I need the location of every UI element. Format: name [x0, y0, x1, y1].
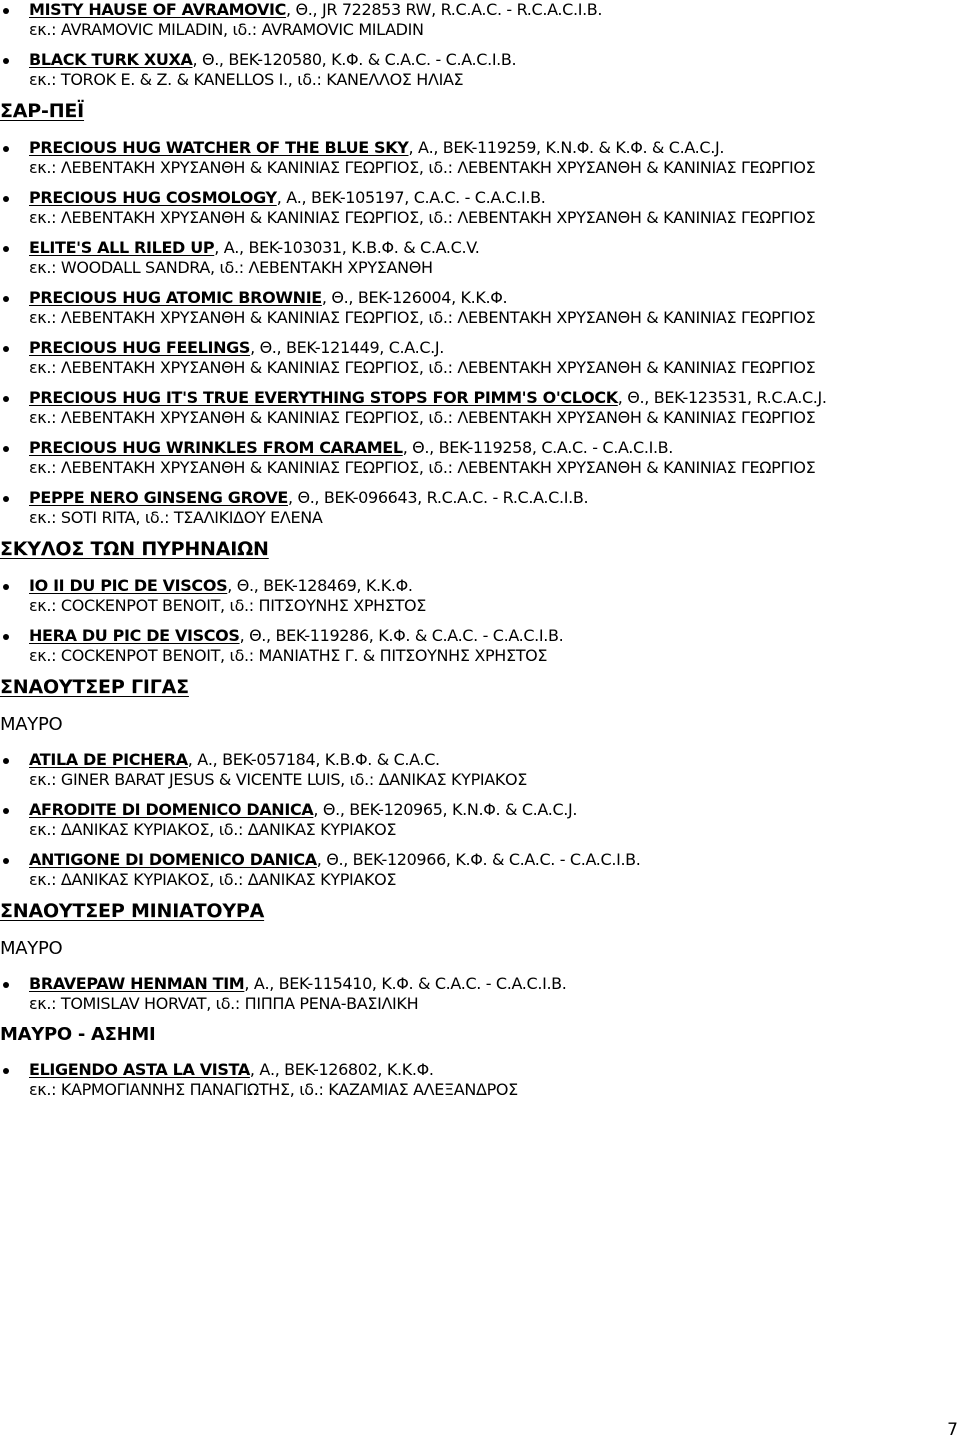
list-item: [0, 800, 960, 840]
dog-name: ELIGENDO ASTA LA VISTA: [29, 1060, 250, 1079]
list-item: [0, 288, 960, 328]
entry-owner-line: εκ.: GINER BARAT JESUS & VICENTE LUIS, ιδ.: ΔΑΝΙΚΑΣ ΚΥΡΙΑΚΟΣ: [29, 770, 528, 789]
list-item: [0, 850, 960, 890]
entry-title-line: [29, 626, 960, 646]
color-subheading: ΜΑΥΡΟ: [0, 938, 63, 959]
breed-heading: ΣΝΑΟΥΤΣΕΡ ΜΙΝΙΑΤΟΥΡΑ: [0, 900, 265, 922]
entry-owner-line: εκ.: ΛΕΒΕΝΤΑΚΗ ΧΡΥΣΑΝΘΗ & ΚΑΝΙΝΙΑΣ ΓΕΩΡΓΙΟΣ, ιδ.: ΛΕΒΕΝΤΑΚΗ ΧΡΥΣΑΝΘΗ & ΚΑΝΙΝΙΑΣ ΓΕΩΡΓΙΟΣ: [29, 308, 816, 327]
entry-title-line: [29, 238, 960, 258]
entry-owner-line: εκ.: WOODALL SANDRA, ιδ.: ΛΕΒΕΝΤΑΚΗ ΧΡΥΣΑΝΘΗ: [29, 258, 433, 277]
list-item: [0, 338, 960, 378]
color-subheading: ΜΑΥΡΟ - ΑΣΗΜΙ: [0, 1024, 156, 1045]
entry-details: , Θ., BEK-120965, Κ.Ν.Φ. & C.A.C.J.: [313, 800, 578, 819]
entry-owner-line: εκ.: ΛΕΒΕΝΤΑΚΗ ΧΡΥΣΑΝΘΗ & ΚΑΝΙΝΙΑΣ ΓΕΩΡΓΙΟΣ, ιδ.: ΛΕΒΕΝΤΑΚΗ ΧΡΥΣΑΝΘΗ & ΚΑΝΙΝΙΑΣ ΓΕΩΡΓΙΟΣ: [29, 208, 816, 227]
entry-title-line: [29, 188, 960, 208]
bullet-icon: [3, 196, 9, 202]
bullet-icon: [3, 8, 9, 14]
entry-owner-line: εκ.: ΔΑΝΙΚΑΣ ΚΥΡΙΑΚΟΣ, ιδ.: ΔΑΝΙΚΑΣ ΚΥΡΙΑΚΟΣ: [29, 820, 397, 839]
bullet-icon: [3, 808, 9, 814]
entry-details: , Α., BEK-103031, Κ.Β.Φ. & C.A.C.V.: [214, 238, 480, 257]
entry-details: , Θ., BEK-119258, C.A.C. - C.A.C.I.B.: [402, 438, 674, 457]
list-item: [0, 138, 960, 178]
bullet-icon: [3, 296, 9, 302]
bullet-icon: [3, 1068, 9, 1074]
entry-details: , Θ., BEK-119286, Κ.Φ. & C.A.C. - C.A.C.I.B.: [239, 626, 564, 645]
entry-title-line: [29, 0, 960, 20]
list-item: [0, 974, 960, 1014]
bullet-icon: [3, 58, 9, 64]
dog-name: PRECIOUS HUG IT'S TRUE EVERYTHING STOPS FOR PIMM'S O'CLOCK: [29, 388, 618, 407]
dog-name: PRECIOUS HUG ATOMIC BROWNIE: [29, 288, 322, 307]
list-item: [0, 488, 960, 528]
entry-title-line: [29, 850, 960, 870]
list-item: [0, 238, 960, 278]
entry-title-line: [29, 800, 960, 820]
dog-name: BLACK TURK XUXA: [29, 50, 193, 69]
entry-details: , Θ., BEK-121449, C.A.C.J.: [250, 338, 445, 357]
entry-title-line: [29, 488, 960, 508]
entry-title-line: [29, 338, 960, 358]
entry-owner-line: εκ.: COCKENPOT BENOIT, ιδ.: ΠΙΤΣΟΥΝΗΣ ΧΡΗΣΤΟΣ: [29, 596, 427, 615]
entry-title-line: [29, 288, 960, 308]
list-item: [0, 50, 960, 90]
list-item: [0, 626, 960, 666]
bullet-icon: [3, 446, 9, 452]
page-number: 7: [947, 1420, 958, 1440]
list-item: [0, 0, 960, 40]
entry-owner-line: εκ.: ΔΑΝΙΚΑΣ ΚΥΡΙΑΚΟΣ, ιδ.: ΔΑΝΙΚΑΣ ΚΥΡΙΑΚΟΣ: [29, 870, 397, 889]
entry-details: , Θ., BEK-096643, R.C.A.C. - R.C.A.C.I.B.: [287, 488, 589, 507]
entry-title-line: [29, 438, 960, 458]
dog-name: PEPPE NERO GINSENG GROVE: [29, 488, 288, 507]
dog-name: BRAVEPAW HENMAN TIM: [29, 974, 245, 993]
entry-owner-line: εκ.: ΚΑΡΜΟΓΙΑΝΝΗΣ ΠΑΝΑΓΙΩΤΗΣ, ιδ.: ΚΑΖΑΜΙΑΣ ΑΛΕΞΑΝΔΡΟΣ: [29, 1080, 518, 1099]
entry-owner-line: εκ.: ΛΕΒΕΝΤΑΚΗ ΧΡΥΣΑΝΘΗ & ΚΑΝΙΝΙΑΣ ΓΕΩΡΓΙΟΣ, ιδ.: ΛΕΒΕΝΤΑΚΗ ΧΡΥΣΑΝΘΗ & ΚΑΝΙΝΙΑΣ ΓΕΩΡΓΙΟΣ: [29, 358, 816, 377]
entry-details: , Α., BEK-126802, Κ.Κ.Φ.: [249, 1060, 434, 1079]
entry-details: , Θ., BEK-126004, Κ.Κ.Φ.: [321, 288, 508, 307]
entry-owner-line: εκ.: ΛΕΒΕΝΤΑΚΗ ΧΡΥΣΑΝΘΗ & ΚΑΝΙΝΙΑΣ ΓΕΩΡΓΙΟΣ, ιδ.: ΛΕΒΕΝΤΑΚΗ ΧΡΥΣΑΝΘΗ & ΚΑΝΙΝΙΑΣ ΓΕΩΡΓΙΟΣ: [29, 158, 816, 177]
bullet-icon: [3, 396, 9, 402]
bullet-icon: [3, 584, 9, 590]
entry-details: , Α., BEK-119259, Κ.Ν.Φ. & Κ.Φ. & C.A.C.J.: [408, 138, 725, 157]
list-item: [0, 750, 960, 790]
dog-name: ANTIGONE DI DOMENICO DANICA: [29, 850, 317, 869]
bullet-icon: [3, 758, 9, 764]
entry-owner-line: εκ.: SOTI RITA, ιδ.: ΤΣΑΛΙΚΙΔΟΥ ΕΛΕΝΑ: [29, 508, 323, 527]
color-subheading: ΜΑΥΡΟ: [0, 714, 63, 735]
dog-name: AFRODITE DI DOMENICO DANICA: [29, 800, 314, 819]
bullet-icon: [3, 246, 9, 252]
list-item: [0, 1060, 960, 1100]
entry-details: , Α., BEK-057184, Κ.Β.Φ. & C.A.C.: [187, 750, 440, 769]
dog-name: HERA DU PIC DE VISCOS: [29, 626, 240, 645]
dog-name: MISTY HAUSE OF AVRAMOVIC: [29, 0, 287, 19]
entry-title-line: [29, 576, 960, 596]
list-item: [0, 388, 960, 428]
bullet-icon: [3, 146, 9, 152]
entry-title-line: [29, 388, 954, 408]
entry-details: , Θ., BEK-123531, R.C.A.C.J.: [617, 388, 827, 407]
entry-owner-line: εκ.: COCKENPOT BENOIT, ιδ.: ΜΑΝΙΑΤΗΣ Γ. & ΠΙΤΣΟΥΝΗΣ ΧΡΗΣΤΟΣ: [29, 646, 548, 665]
entry-title-line: [29, 750, 960, 770]
dog-name: ATILA DE PICHERA: [29, 750, 188, 769]
breed-heading: ΣΝΑΟΥΤΣΕΡ ΓΙΓΑΣ: [0, 676, 189, 698]
entry-owner-line: εκ.: TOROK E. & Z. & KANELLOS I., ιδ.: ΚΑΝΕΛΛΟΣ ΗΛΙΑΣ: [29, 70, 464, 89]
entry-title-line: [29, 1060, 960, 1080]
entry-details: , Θ., BEK-120966, Κ.Φ. & C.A.C. - C.A.C.I.B.: [316, 850, 641, 869]
dog-name: PRECIOUS HUG COSMOLOGY: [29, 188, 277, 207]
dog-name: ELITE'S ALL RILED UP: [29, 238, 215, 257]
entry-owner-line: εκ.: ΛΕΒΕΝΤΑΚΗ ΧΡΥΣΑΝΘΗ & ΚΑΝΙΝΙΑΣ ΓΕΩΡΓΙΟΣ, ιδ.: ΛΕΒΕΝΤΑΚΗ ΧΡΥΣΑΝΘΗ & ΚΑΝΙΝΙΑΣ ΓΕΩΡΓΙΟΣ: [29, 408, 816, 427]
bullet-icon: [3, 858, 9, 864]
entry-owner-line: εκ.: TOMISLAV HORVAT, ιδ.: ΠΙΠΠΑ ΡΕΝΑ-ΒΑΣΙΛΙΚΗ: [29, 994, 419, 1013]
breed-heading: ΣΚΥΛΟΣ ΤΩΝ ΠΥΡΗΝΑΙΩΝ: [0, 538, 269, 560]
entry-details: , Α., BEK-115410, Κ.Φ. & C.A.C. - C.A.C.I.B.: [244, 974, 567, 993]
entry-details: , Θ., BEK-120580, Κ.Φ. & C.A.C. - C.A.C.I.B.: [192, 50, 517, 69]
list-item: [0, 576, 960, 616]
entry-details: , Θ., JR 722853 RW, R.C.A.C. - R.C.A.C.I.B.: [286, 0, 603, 19]
dog-name: PRECIOUS HUG WATCHER OF THE BLUE SKY: [29, 138, 409, 157]
bullet-icon: [3, 982, 9, 988]
entry-title-line: [29, 974, 960, 994]
bullet-icon: [3, 346, 9, 352]
list-item: [0, 438, 960, 478]
bullet-icon: [3, 634, 9, 640]
dog-name: IO II DU PIC DE VISCOS: [29, 576, 228, 595]
entry-title-line: [29, 138, 960, 158]
list-item: [0, 188, 960, 228]
dog-name: PRECIOUS HUG WRINKLES FROM CARAMEL: [29, 438, 403, 457]
entry-details: , Θ., BEK-128469, Κ.Κ.Φ.: [227, 576, 413, 595]
bullet-icon: [3, 496, 9, 502]
entry-details: , Α., BEK-105197, C.A.C. - C.A.C.I.B.: [276, 188, 546, 207]
entry-title-line: [29, 50, 960, 70]
dog-name: PRECIOUS HUG FEELINGS: [29, 338, 251, 357]
breed-heading: ΣΑΡ-ΠΕΪ: [0, 100, 85, 122]
entry-owner-line: εκ.: AVRAMOVIC MILADIN, ιδ.: AVRAMOVIC MILADIN: [29, 20, 424, 39]
entry-owner-line: εκ.: ΛΕΒΕΝΤΑΚΗ ΧΡΥΣΑΝΘΗ & ΚΑΝΙΝΙΑΣ ΓΕΩΡΓΙΟΣ, ιδ.: ΛΕΒΕΝΤΑΚΗ ΧΡΥΣΑΝΘΗ & ΚΑΝΙΝΙΑΣ ΓΕΩΡΓΙΟΣ: [29, 458, 816, 477]
